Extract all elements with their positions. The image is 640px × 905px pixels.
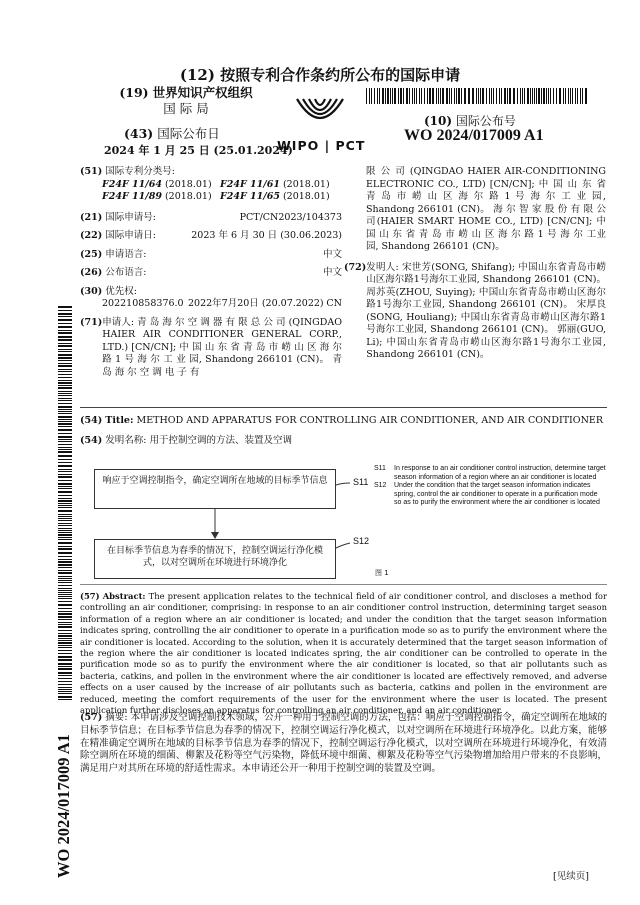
field-51 (80, 166, 342, 179)
pubdate-label: 国际公布日 (157, 126, 220, 141)
publication-number: WO 2024/017009 A1 (404, 127, 544, 144)
title-en (80, 415, 603, 426)
ipc-class: F24F 11/65 (220, 191, 280, 202)
legend-item (374, 465, 606, 482)
divider (80, 407, 607, 408)
legend-text: Under the condition that the target season information indicates spring, control the air conditioner to operate in a purification mode so as to purify the environment where the air conditioner is located (394, 482, 600, 507)
flow-arrowhead-icon (211, 532, 219, 539)
field-code: (72) (344, 261, 367, 273)
org-name-line2: 国 际 局 (163, 101, 209, 116)
field-code: (25) (80, 248, 103, 260)
ipc-version: (2018.01) (164, 178, 212, 190)
field-22 (80, 230, 342, 243)
priority-number: 202210858376.0 (102, 298, 184, 309)
field-25 (80, 249, 342, 262)
biblio-left-column (80, 166, 342, 379)
applicant-continued: 限 公 司 (QINGDAO HAIER AIR-CONDITIONING ELECTRONIC CO., LTD) [CN/CN]; 中 国 山 东 省 青 岛 市 崂 山 区 海 尔 路 1 号 海 尔 工 业 园, Shandong 266101 (CN)。 海 尔 智 家 股 份 有 限 公司(HAIER SMART HOME CO., LTD) [CN/CN]; 中 国 山 东 省 青 岛 市 崂 山 区 海 尔 路 1 号 海 尔 工业园, Shandong 266101 (CN)。 (366, 166, 606, 252)
s12-leader-line (336, 543, 350, 548)
field-code-10: (10) (424, 114, 453, 128)
field-code-19: (19) (119, 85, 149, 100)
field-30 (80, 286, 342, 299)
priority-country: CN (326, 298, 342, 309)
ipc-class: F24F 11/64 (102, 178, 162, 190)
step-label-s11: S11 (353, 477, 369, 487)
field-value: 中文 (322, 267, 342, 278)
field-code: (22) (80, 230, 103, 241)
title-cn-text: 用于控制空调的方法、装置及空调 (149, 435, 292, 446)
org-name-line1: 世界知识产权组织 (152, 85, 253, 100)
barcode-icon (366, 88, 588, 104)
flow-box-s12: 在目标季节信息为春季的情况下，控制空调运行净化模式，以对空调所在环境进行环境净化 (94, 539, 336, 579)
step-label-s12: S12 (353, 536, 370, 546)
abstract-en (80, 591, 607, 716)
divider (80, 584, 607, 585)
issuing-office (106, 85, 266, 117)
applicant-text: 申请人: 青 岛 海 尔 空 调 器 有 限 总 公 司 (QINGDAO HAIER AIR CONDITIONER GENERAL CORP., LTD.) [CN/CN]; 中 国 山 东 省 青 岛 市 崂 山 区 海 尔 路 1 号 海 尔 工 业 园, Shandong 266101 (CN)。 青 岛 海 尔 空 调 电 子 有 (102, 316, 342, 378)
continued-note: [见续页] (553, 871, 589, 882)
title-en-text: METHOD AND APPARATUS FOR CONTROLLING AIR CONDITIONER, AND AIR CONDITIONER (136, 415, 603, 426)
field-label: 国际专利分类号: (105, 166, 175, 177)
s11-leader-line (336, 483, 350, 485)
side-barcode-icon (58, 306, 72, 701)
field-code: (26) (80, 267, 103, 278)
wipo-logo-text: WIPO | PCT (277, 138, 366, 153)
field-label: 国际申请号: (105, 211, 156, 223)
field-label: 优先权: (105, 285, 137, 297)
ipc-row-1 (80, 179, 342, 192)
field-code: (57) (80, 712, 103, 723)
side-pubno-text: WO 2024/017009 A1 (54, 734, 73, 878)
flow-box-s11: 响应于空调控制指令，确定空调所在地域的目标季节信息 (94, 469, 336, 509)
field-code: (57) (80, 591, 100, 601)
abstract-en-text: The present application relates to the technical field of air conditioner control, and discloses a method for controlling an air conditioner, comprising: in response to an air conditioner control instruction, determining target season information of a region where an air conditioner is located; and under the condition that the target season information indicates spring, controlling the air conditioner to operate in a purification mode so as to purify the environment where the air conditioner is located. According to the solution, when it is accurately determined that the target season information of the region where the air conditioner is located indicates spring, the air conditioner can be controlled to operate in the purification mode so as to purify the environment where the air conditioner is located, so that air pollutants such as bacteria, catkins, and pollen in the environment where the air conditioner is located are effectively removed, and adverse effects on a user caused by the increase of air pollutants such as bacteria, catkins and pollen in the environment are reduced, meeting the comfort requirements of the user for the environment where the user is located. The present application further discloses an apparatus for controlling an air conditioner, and an air conditioner. (80, 591, 607, 716)
figure-number: 图 1 (375, 569, 389, 577)
pubdate-value: 2024 年 1 月 25 日 (25.01.2024) (104, 144, 293, 157)
priority-row (80, 298, 342, 311)
abstract-en-label: Abstract: (102, 591, 146, 601)
figure-legend (374, 465, 606, 508)
legend-text: In response to an air conditioner control instruction, determine target season information of a region where an air conditioner is located (394, 465, 606, 481)
field-value: 中文 (322, 248, 342, 260)
field-code-43: (43) (124, 126, 154, 141)
field-code: (54) (80, 415, 103, 426)
field-value: 2023 年 6 月 30 日 (30.06.2023) (191, 230, 342, 241)
legend-step: S11 (374, 465, 386, 472)
field-72 (344, 262, 606, 362)
document-title: (12) 按照专利合作条约所公布的国际申请 (179, 66, 461, 84)
ipc-row-2 (80, 191, 342, 204)
ipc-class: F24F 11/61 (220, 178, 280, 190)
field-label: 国际申请日: (105, 230, 156, 241)
title-en-label: Title: (105, 415, 134, 426)
ipc-class: F24F 11/89 (102, 191, 162, 202)
field-code: (30) (80, 285, 103, 297)
legend-item (374, 482, 606, 508)
field-value: PCT/CN2023/104373 (239, 211, 342, 223)
flowchart-figure (80, 457, 607, 587)
field-label: 公布语言: (105, 267, 147, 278)
abstract-cn-text: 本申请涉及空调控制技术领域，公开一种用于控制空调的方法，包括：响应于空调控制指令，确定空调所在地域的目标季节信息；在目标季节信息为春季的情况下，控制空调运行净化模式，以对空调所在环境进行环境净化。以此方案，能够在精准确定空调所在地域的目标季节信息为春季的情况下，控制空调运行净化模式，以对空调所在环境进行环境净化，有效清除空调所在环境的细菌、柳絮及花粉等空气污染物，降低环境中细菌、柳絮及花粉等空气污染物增加给用户带来的不良影响，满足用户对其所在环境的舒适性需求。本申请还公开一种用于控制空调的装置及空调。 (80, 712, 607, 775)
field-code: (51) (80, 166, 103, 177)
pubdate-heading (124, 124, 220, 142)
ipc-version: (2018.01) (282, 191, 330, 202)
field-71 (80, 317, 342, 380)
title-cn-label: 发明名称: (105, 435, 147, 446)
field-26 (80, 267, 342, 280)
field-code: (21) (80, 211, 103, 223)
abstract-cn-label: 摘要: (105, 712, 128, 723)
biblio-right-column (344, 166, 606, 362)
legend-step: S12 (374, 482, 387, 490)
priority-date: 2022年7月20日 (20.07.2022) (188, 298, 324, 309)
ipc-version: (2018.01) (282, 178, 330, 190)
side-publication-number (52, 700, 76, 880)
field-label: 申请语言: (105, 248, 147, 260)
abstract-cn (80, 712, 607, 776)
field-code: (71) (80, 316, 103, 328)
pubno-label: 国际公布号 (455, 114, 516, 128)
field-code: (54) (80, 435, 103, 446)
inventor-text: 发明人: 宋世芳(SONG, Shifang); 中国山东省青岛市崂山区海尔路1号海尔工业园, Shandong 266101 (CN)。 周苏英(ZHOU, Suying); 中国山东省青岛市崂山区海尔路1号海尔工业园, Shandong 266101 (CN)。 宋厚良(SONG, Houliang); 中国山东省青岛市崂山区海尔路1号海尔工业园, Shandong 266101 (CN)。 郭丽(GUO, Li); 中国山东省青岛市崂山区海尔路1号海尔工业园, Shandong 266101 (CN)。 (366, 261, 607, 360)
field-21 (80, 212, 342, 225)
ipc-version: (2018.01) (164, 191, 212, 202)
title-cn (80, 432, 292, 446)
